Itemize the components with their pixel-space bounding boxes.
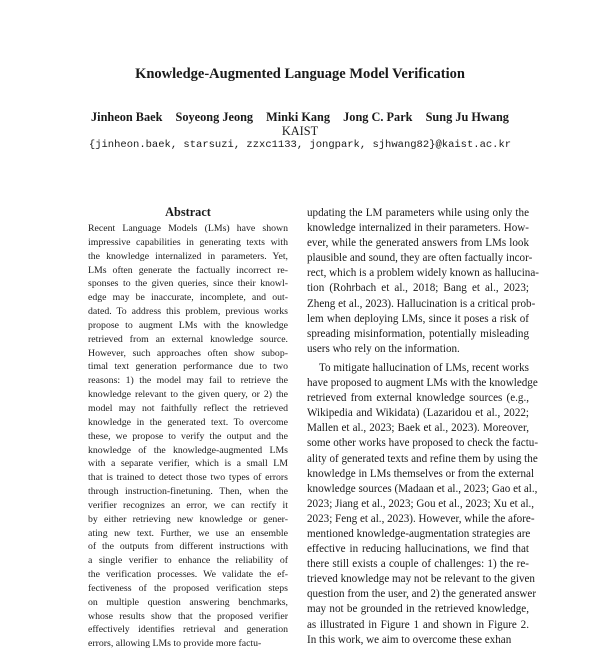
text-line: edge may be inaccurate, incomplete, and out- [88, 292, 288, 304]
text-line: Mallen et al., 2023; Baek et al., 2023). Moreover, [307, 422, 529, 435]
text-line: mentioned knowledge-augmentation strategies are [307, 527, 531, 540]
intro-body [307, 206, 539, 648]
text-line: through instruction-finetuning. Then, when the [88, 486, 288, 498]
text-line: 2023; Feng et al., 2023). However, while the afore- [307, 512, 535, 525]
text-line: knowledge relevant to the given query, or 2) the [88, 389, 288, 401]
text-line: with a separate verifier, which is a small LM [88, 458, 288, 470]
text-line: by either retrieving new knowledge or gener- [88, 513, 288, 525]
text-line: trieved knowledge may not be relevant to the given [307, 573, 535, 586]
text-line: impressive capabilities in generating texts with [88, 236, 288, 248]
text-line: question from the user, and 2) the generated answer [307, 588, 537, 601]
paper-title: Knowledge-Augmented Language Model Verification [135, 66, 465, 82]
text-line: verifier recognizes an error, we can rectify it [88, 499, 288, 511]
author-name: Sung Ju Hwang [425, 110, 509, 124]
text-line: effective in reducing hallucinations, we find that [307, 543, 529, 556]
text-line: plausible and sound, they are often factually incor- [307, 252, 533, 265]
text-line: However, such approaches often show subop- [88, 347, 288, 359]
text-line: some other works have proposed to check the factu- [307, 437, 539, 450]
text-line: these, we propose to verify the output and the [88, 430, 288, 442]
text-line: tion (Rohrbach et al., 2018; Bang et al., 2023; [307, 282, 529, 295]
text-line: effectively identifies retrieval and generation [88, 624, 288, 636]
text-line: lem when deploying LMs, since it poses a risk of [307, 312, 529, 325]
text-line: errors, allowing LMs to provide more factu- [88, 638, 262, 650]
abstract-body [88, 222, 288, 651]
text-line: rect, which is a problem widely known as hallucina- [307, 267, 539, 280]
text-line: ating new text. Further, we use an ensemble [88, 527, 288, 539]
text-line: To mitigate hallucination of LMs, recent works [319, 361, 529, 374]
text-line: the verification processes. We validate the ef- [88, 569, 288, 581]
text-line: In this work, we aim to overcome these exhan [307, 633, 512, 646]
text-line: dated. To address this problem, previous works [88, 306, 288, 318]
text-line: reasons: 1) the model may fail to retrieve the [88, 375, 288, 387]
text-line: knowledge of the knowledge-augmented LMs [88, 444, 288, 456]
text-line: propose to augment LMs with the knowledge [88, 319, 288, 331]
text-line: the knowledge internalized in parameters. Yet, [88, 250, 288, 262]
text-line: whose results show that the proposed verifier [88, 610, 288, 622]
text-line: sponses to the given queries, since their knowl- [88, 278, 288, 290]
text-line: of the outputs from different instructions with [88, 541, 288, 553]
text-line: on multiple question answering benchmarks, [88, 596, 288, 608]
text-line: Recent Language Models (LMs) have shown [88, 223, 288, 234]
text-line: knowledge in LMs themselves or from the external [307, 467, 535, 480]
text-line: spreading misinformation, potentially misleading [307, 327, 529, 340]
text-line: ality of generated texts and refine them by using the [307, 452, 538, 465]
text-line: LMs often generate the factually incorrect re- [88, 264, 288, 276]
text-line: timal text generation performance due to two [88, 361, 288, 373]
text-line: fectiveness of the proposed verification steps [88, 582, 288, 594]
author-emails: {jinheon.baek, starsuzi, zzxc1133, jongpark, sjhwang82}@kaist.ac.kr [88, 139, 512, 151]
text-line: retrieved from an external knowledge source. [88, 333, 288, 345]
author-name: Jong C. Park [343, 110, 413, 124]
text-line: a single verifier to enhance the reliability of [88, 555, 288, 567]
author-name: Minki Kang [266, 110, 331, 124]
text-line: knowledge sources (Madaan et al., 2023; Gao et al., [307, 482, 538, 495]
text-line: Wikipedia and Wikidata) (Lazaridou et al., 2022; [307, 407, 529, 420]
author-name: Jinheon Baek [91, 110, 163, 124]
text-line: there still exists a couple of challenges: 1) the re- [307, 558, 529, 571]
text-line: ever, while the generated answers from LMs look [307, 237, 529, 250]
text-line: users who rely on the information. [307, 342, 460, 355]
text-line: have proposed to augment LMs with the knowledge [307, 377, 538, 390]
text-line: updating the LM parameters while using only the [307, 207, 529, 219]
text-line: knowledge in the generated text. To overcome [88, 416, 288, 428]
author-name: Soyeong Jeong [175, 110, 254, 124]
text-line: knowledge internalized in their parameters. How- [307, 222, 529, 235]
abstract-heading: Abstract [165, 205, 211, 219]
affiliation: KAIST [281, 124, 319, 138]
text-line: may not be grounded in the retrieved knowledge, [307, 603, 529, 616]
text-line: model may not faithfully reflect the retrieved [88, 402, 288, 414]
text-line: that is trained to detect those two types of errors [88, 472, 288, 484]
text-line: 2023; Jiang et al., 2023; Gou et al., 2023; Xu et al., [307, 497, 535, 510]
text-line: retrieved from external knowledge sources (e.g., [307, 392, 529, 405]
author-list [0, 110, 600, 125]
text-line: as illustrated in Figure 1 and shown in Figure 2. [307, 618, 529, 631]
text-line: Zheng et al., 2023). Hallucination is a critical prob- [307, 297, 536, 310]
